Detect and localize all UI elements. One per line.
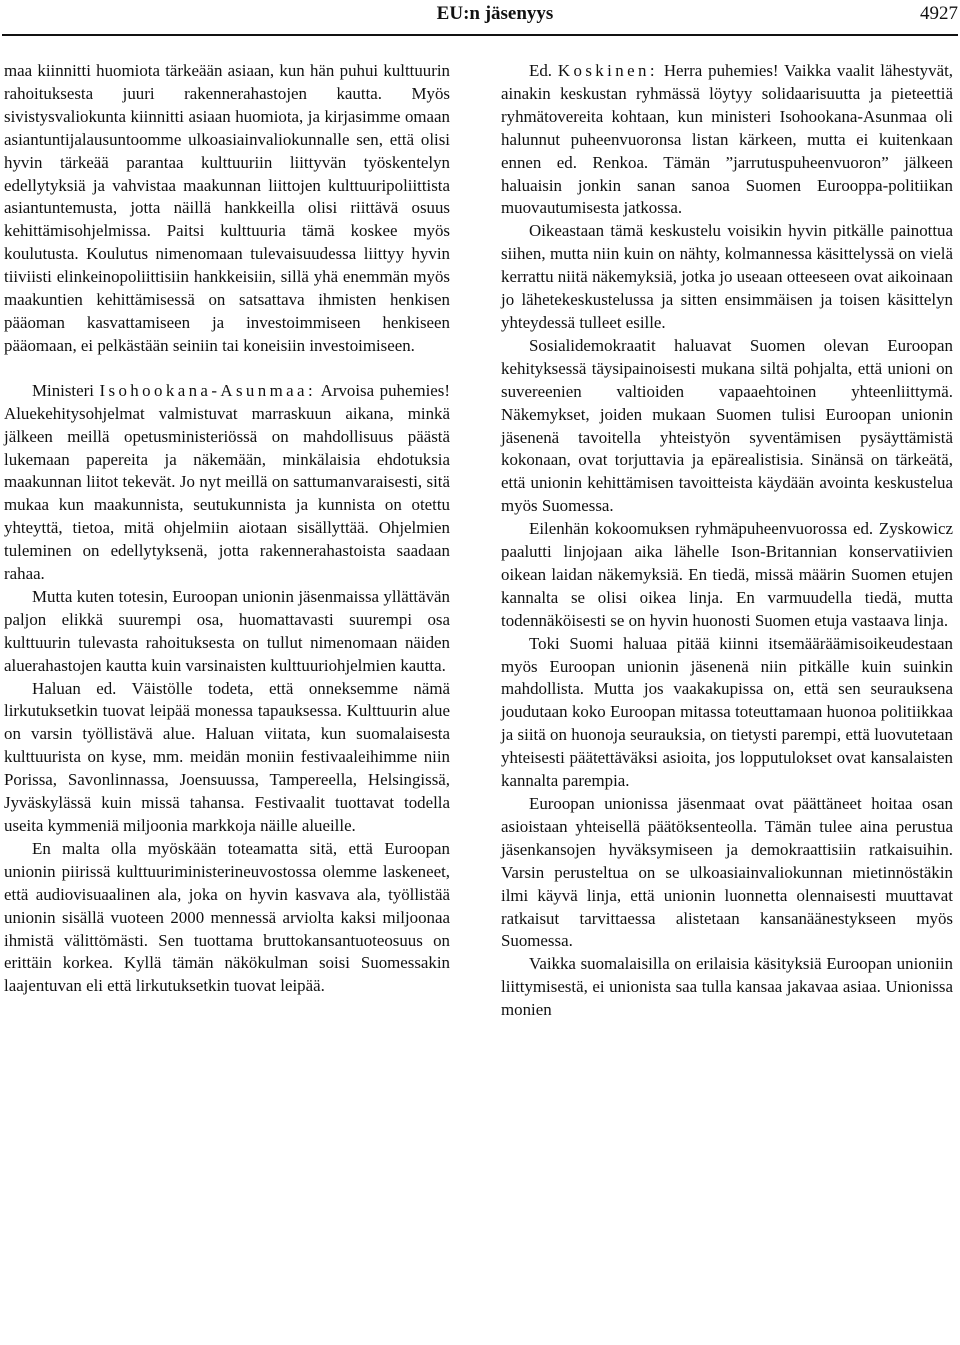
- speaker-paragraph: [4, 380, 450, 586]
- page-number: 4927: [920, 3, 958, 24]
- paragraph: Toki Suomi haluaa pitää kiinni itsemääräämisoikeudestaan myös Euroopan unionin jäsenenä niin pitkälle kuin suinkin mahdollista. Mutta jos vaakakupissa on, että sen seurauksena joudutaan koko Euroopan mitassa toteuttamaan huonoa politiikkaa ja siitä on huonoja seurauksia, on tietysti parempi, että luovutetaan yhteisesti päätettäväksi asioita, jos lopputulokset ovat kansalaisten kannalta parempia.: [501, 633, 953, 791]
- speaker-role: Ministeri: [32, 380, 94, 400]
- speech-text: Arvoisa puhemies! Aluekehitysohjelmat valmistuvat marraskuun aikana, minkä jälkeen meillä opetusministeriössä on mahdollisuus päästä lukemaan papereita ja näkemään, minkälaisia ehdotuksia maakunnan liitot tekevät. Jo nyt meillä on sattumanvaraisesti, sitä mukaa kun maakunnista, seutukunnista ja kunnista on otettu yhteyttä, tietoa, mitä ohjelmiin aiotaan sisällyttää. Ohjelmien tuleminen on edellytyksenä, jotta rakennerahastoista saadaan rahaa.: [4, 380, 450, 584]
- header-rule: [2, 34, 958, 36]
- paragraph: Haluan ed. Väistölle todeta, että onneksemme nämä lirkutuksetkin tuovat leipää monessa tapauksessa. Kulttuurin alue on varsin työllistävä alue. Haluan viitata, kun suomalaisesta kulttuurista on kyse, mm. meidän moniin festivaaleihimme niin Porissa, Savonlinnassa, Joensuussa, Tampereella, Helsingissä, Jyväskylässä kuin missä tahansa. Festivaalit tuottavat todella useita kymmeniä miljoonia markkoja näille alueille.: [4, 678, 450, 835]
- paragraph: Euroopan unionissa jäsenmaat ovat päättäneet hoitaa osan asioistaan yhteisellä päätöksenteolla. Tämän tulee aina perustua jäsenkansojen hyväksymiseen ja demokraattisiin ratkaisuihin. Varsin perusteltua on se ulkoasiainvaliokunnan mietinnöstäkin ilmi käyvä linja, että unionin luonnetta olennaisesti muuttavat ratkaisut tarvittaessa alistetaan kansanäänestykseen myös Suomessa.: [501, 794, 953, 951]
- speaker-paragraph: [501, 60, 953, 220]
- speaker-role: Ed.: [529, 61, 552, 80]
- left-column: [4, 60, 450, 998]
- paragraph: Oikeastaan tämä keskustelu voisikin hyvin pitkälle painottua siihen, mutta niin kuin on nähty, kolmannessa käsittelyssä on vielä kerrattu niitä näkemyksiä, jotka jo useaan otteeseen ovat aikoinaan jo lähetekeskustelussa ja sitten ensimmäisen ja toisen käsittelyn yhteydessä tulleet esille.: [501, 221, 953, 332]
- page-header: [0, 2, 960, 32]
- right-column: [501, 60, 953, 1022]
- speaker-name: Isohookana-Asunmaa:: [99, 380, 317, 400]
- paragraph: Sosialidemokraatit haluavat Suomen olevan Euroopan kehityksessä täysipainoisesti mukana siltä pohjalta, että unioni on suvereenien valtioiden vapaaehtoinen yhteenliittymä. Näkemykset, joiden mukaan Suomen tulisi Euroopan unionin jäsenenä tavoitella yhteistyön syventämisen pysäyttämistä kokonaan, ovat torjuttavia ja epärealistisia. Sinänsä on tärkeätä, että unionin kehittämisen tavoitteista käydään avointa keskustelua myös Suomessa.: [501, 335, 953, 516]
- speech-text: Herra puhemies! Vaikka vaalit lähestyvät, ainakin keskustan ryhmässä löytyy solidaarisuutta ja pieteettiä ryhmätovereita kohtaan, kun ministeri Isohookana-Asunmaa oli halunnut puheenvuoronsa listan kärkeen, mutta ei kuitenkaan ennen ed. Renkoa. Tämän ”jarrutuspuheenvuoron” jälkeen haluaisin jonkin sanan sanoa Suomen Eurooppa-politiikan muovautumisesta jatkossa.: [501, 61, 953, 218]
- paragraph: Mutta kuten totesin, Euroopan unionin jäsenmaissa yllättävän paljon elikkä suurempi osa, huomattavasti suurempi osa kulttuurin tulevasta rahoituksesta on tullut nimenomaan näiden aluerahastojen kautta kuin varsinaisten kulttuuriohjelmien kautta.: [4, 586, 450, 675]
- paragraph: maa kiinnitti huomiota tärkeään asiaan, kun hän puhui kulttuurin rahoituksesta juuri rakennerahastojen kautta. Myös sivistysvaliokunta kiinnitti asiaan huomiota, ja kirjasimme omaan asiantuntijalausuntoomme ulkoasiainvaliokunnalle sen, että olisi hyvin tärkeää parantaa kulttuuriin liittyvän työskentelyn edellytyksiä ja vahvistaa maakunnan liittojen kulttuuripoliittista asiantuntemusta, jotta näillä hankkeilla olisi riittävä osuus kehittämisohjelmissa. Paitsi kulttuuria tämä koskee myös koulutusta. Koulutus nimenomaan tulevaisuudessa liittyy hyvin tiiviisti elinkeinopoliittisiin hankkeisiin, sillä yhä enemmän myös maakuntien kehittämisessä on satsattava ihmisten henkisen pääoman kasvattamiseen ja investoimmiseen henkiseen pääomaan, ei pelkästään seiniin tai koneisiin investoimiseen.: [4, 61, 450, 355]
- speaker-name: Koskinen:: [557, 61, 658, 80]
- paragraph: Eilenhän kokoomuksen ryhmäpuheenvuorossa ed. Zyskowicz paalutti linjojaan aika lähelle Ison-Britannian konservatiivien oikean laidan näkemyksiä. En tiedä, missä määrin Suomen etujen kannalta se olisi oikea linja. En varmuudella tiedä, mutta todennäköisesti se on hyvin huonosti Suomen etuja vastaava linja.: [501, 519, 953, 630]
- running-title: EU:n jäsenyys: [436, 3, 554, 24]
- paragraph: Vaikka suomalaisilla on erilaisia käsityksiä Euroopan unioniin liittymisestä, ei unionista saa tulla kansaa jakavaa asiaa. Unionissa monien: [501, 954, 953, 1020]
- paragraph: En malta olla myöskään toteamatta sitä, että Euroopan unionin piirissä kulttuuriministerineuvostossa olemme laskeneet, että audiovisuaalinen ala, joka on hyvin kasvava ala, työllistää unionin sisällä vuoteen 2000 mennessä arviolta kaksi miljoonaa ihmistä välittömästi. Sen tuottama bruttokansantuoteosuus on erittäin korkea. Kyllä tämän näkökulman soisi Suomessakin laajentuvan eli että lirkutuksetkin tuovat leipää.: [4, 838, 450, 996]
